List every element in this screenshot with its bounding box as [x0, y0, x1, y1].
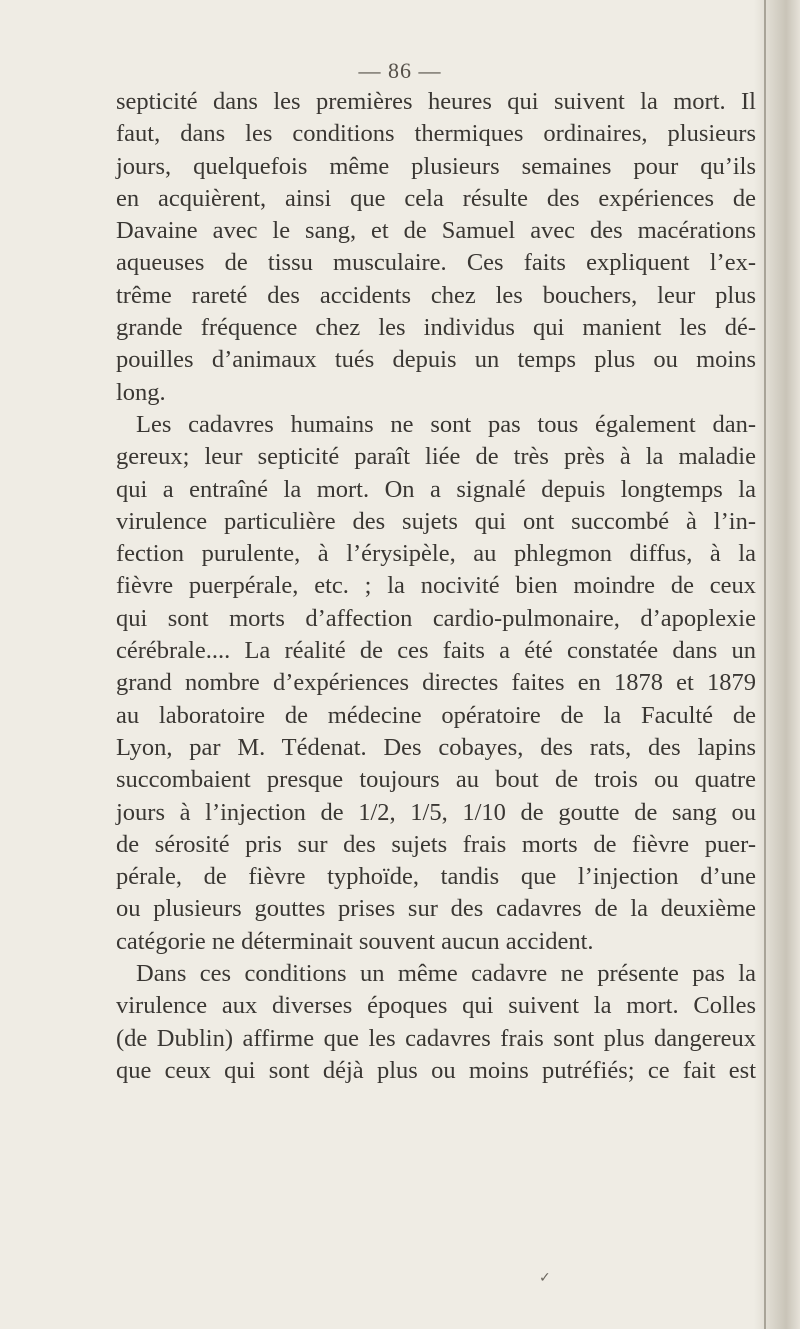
body-text: [116, 86, 756, 1087]
text-line: Lyon, par M. Tédenat. Des cobayes, des rats, des lapins: [116, 733, 756, 761]
text-line: (de Dublin) affirme que les cadavres frais sont plus dangereux: [116, 1024, 756, 1052]
pencil-mark: ✓: [539, 1270, 551, 1286]
text-line: au laboratoire de médecine opératoire de la Faculté de: [116, 701, 756, 729]
text-line: gereux; leur septicité paraît liée de très près à la maladie: [116, 443, 756, 471]
text-line: Les cadavres humains ne sont pas tous également dan-: [136, 410, 756, 438]
text-line: catégorie ne déterminait souvent aucun accident.: [116, 927, 594, 955]
text-line: aqueuses de tissu musculaire. Ces faits expliquent l’ex-: [116, 249, 756, 277]
text-line: fièvre puerpérale, etc. ; la nocivité bien moindre de ceux: [116, 572, 756, 600]
text-line: qui a entraîné la mort. On a signalé depuis longtemps la: [116, 475, 756, 503]
text-line: septicité dans les premières heures qui suivent la mort. Il: [116, 88, 756, 115]
text-line: ou plusieurs gouttes prises sur des cadavres de la deuxième: [116, 895, 756, 923]
page-number: — 86 —: [358, 58, 442, 83]
text-line: de sérosité pris sur des sujets frais morts de fièvre puer-: [116, 830, 756, 858]
text-line: virulence aux diverses époques qui suivent la mort. Colles: [116, 992, 756, 1020]
page-binding-edge: [754, 0, 800, 1329]
text-line: que ceux qui sont déjà plus ou moins putréfiés; ce fait est: [116, 1056, 756, 1084]
binding-line: [764, 0, 766, 1329]
text-line: long.: [116, 378, 166, 406]
text-line: pérale, de fièvre typhoïde, tandis que l’injection d’une: [116, 863, 756, 891]
text-line: pouilles d’animaux tués depuis un temps plus ou moins: [116, 346, 756, 374]
text-line: qui sont morts d’affection cardio-pulmonaire, d’apoplexie: [116, 604, 756, 632]
text-line: cérébrale.... La réalité de ces faits a été constatée dans un: [116, 637, 756, 665]
text-line: jours, quelquefois même plusieurs semaines pour qu’ils: [116, 152, 756, 180]
text-line: Davaine avec le sang, et de Samuel avec des macérations: [116, 217, 756, 245]
text-line: en acquièrent, ainsi que cela résulte des expériences de: [116, 184, 756, 212]
text-line: virulence particulière des sujets qui ont succombé à l’in-: [116, 507, 756, 535]
text-line: succombaient presque toujours au bout de trois ou quatre: [116, 766, 756, 794]
text-line: grande fréquence chez les individus qui manient les dé-: [116, 314, 756, 342]
text-line: jours à l’injection de 1/2, 1/5, 1/10 de goutte de sang ou: [116, 798, 756, 826]
text-line: faut, dans les conditions thermiques ordinaires, plusieurs: [116, 120, 756, 148]
text-line: trême rareté des accidents chez les bouchers, leur plus: [116, 281, 756, 309]
text-line: grand nombre d’expériences directes faites en 1878 et 1879: [116, 669, 756, 697]
text-line: fection purulente, à l’érysipèle, au phlegmon diffus, à la: [116, 540, 756, 568]
text-line: Dans ces conditions un même cadavre ne présente pas la: [136, 960, 756, 988]
